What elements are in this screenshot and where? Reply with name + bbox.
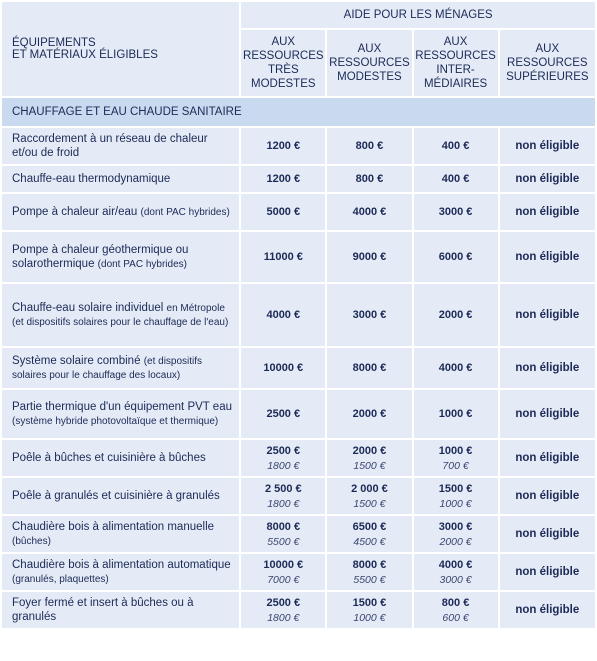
aid-value: 10000 € (263, 362, 304, 374)
aid-amount-col1 (241, 166, 325, 192)
table-row (2, 194, 595, 230)
aid-value: 4000 € (266, 309, 301, 321)
aid-eligibility: non éligible (500, 478, 595, 514)
aid-eligibility: non éligible (500, 284, 595, 346)
aid-amount-col1 (241, 592, 325, 628)
equipment-label (2, 554, 239, 590)
equipment-note: (système hybride photovoltaïque et thermique) (12, 416, 219, 427)
aid-value: 9000 € (352, 251, 387, 263)
table-row (2, 128, 595, 164)
equipment-name: Chaudière bois à alimentation automatique (12, 559, 231, 571)
aid-value: 800 € (355, 173, 384, 185)
aid-alt-value: 1000 € (353, 611, 386, 624)
table-row (2, 390, 595, 438)
aid-value: 3000 € (438, 520, 473, 533)
aid-eligibility: non éligible (500, 194, 595, 230)
aid-value: 2500 € (266, 596, 301, 609)
aid-alt-value: 600 € (442, 611, 469, 624)
aid-amount-col2 (327, 390, 411, 438)
col-intermediaires: AUX RESSOURCES INTER- MÉDIAIRES (414, 30, 498, 96)
aid-value: 2 000 € (351, 482, 388, 495)
aid-value: 4000 € (352, 206, 387, 218)
aid-value: 4000 € (438, 362, 473, 374)
equipment-note: (et dispositifs solaires pour le chauffage des locaux) (12, 356, 203, 381)
aid-amount-col3 (414, 232, 498, 282)
equipment-name: Chaudière bois à alimentation manuelle (12, 521, 215, 533)
col-superieures: AUX RESSOURCES SUPÉRIEURES (500, 30, 595, 96)
aid-value: 800 € (355, 140, 384, 152)
equipment-label (2, 440, 239, 476)
aid-value: 1000 € (438, 444, 473, 457)
aid-value: 2500 € (266, 444, 301, 457)
equipment-name: Poêle à granulés et cuisinière à granulés (12, 490, 220, 502)
aid-value: 1200 € (266, 140, 301, 152)
aid-eligibility: non éligible (500, 516, 595, 552)
aid-amount-col3 (414, 516, 498, 552)
aid-value: 10000 € (263, 558, 304, 571)
aid-value: 3000 € (438, 206, 473, 218)
aid-amount-col1 (241, 390, 325, 438)
equipment-label (2, 516, 239, 552)
aid-amount-col2 (327, 440, 411, 476)
aid-alt-value: 2000 € (439, 535, 472, 548)
aid-alt-value: 5500 € (353, 573, 386, 586)
equipment-label (2, 478, 239, 514)
aid-amount-col3 (414, 166, 498, 192)
col-tres-modestes: AUX RESSOURCES TRÈS MODESTES (241, 30, 325, 96)
aid-amount-col1 (241, 232, 325, 282)
col-modestes: AUX RESSOURCES MODESTES (327, 30, 411, 96)
aid-alt-value: 4500 € (353, 535, 386, 548)
aid-amount-col3 (414, 390, 498, 438)
aid-value: 3000 € (352, 309, 387, 321)
aid-alt-value: 700 € (442, 459, 469, 472)
aid-eligibility: non éligible (500, 232, 595, 282)
table-row (2, 478, 595, 514)
table-row (2, 166, 595, 192)
equipment-note: (dont PAC hybrides) (97, 259, 187, 270)
equipment-header (2, 2, 239, 96)
aid-eligibility: non éligible (500, 390, 595, 438)
aid-eligibility: non éligible (500, 554, 595, 590)
aid-value: 1000 € (438, 408, 473, 420)
equipment-label (2, 390, 239, 438)
aid-amount-col2 (327, 166, 411, 192)
aid-amount-col2 (327, 348, 411, 388)
equipment-name: Partie thermique d'un équipement PVT eau (12, 401, 232, 413)
aid-amount-col2 (327, 554, 411, 590)
table-row (2, 348, 595, 388)
aid-value: 2000 € (352, 408, 387, 420)
table-row (2, 516, 595, 552)
equipment-name: Pompe à chaleur air/eau (12, 206, 138, 218)
aid-alt-value: 1800 € (267, 611, 300, 624)
aid-value: 8000 € (266, 520, 301, 533)
aid-value: 2 500 € (264, 482, 302, 495)
aid-alt-value: 5500 € (267, 535, 300, 548)
equipment-label (2, 194, 239, 230)
equipment-label (2, 348, 239, 388)
aid-value: 2000 € (352, 444, 387, 457)
aid-alt-value: 1800 € (267, 497, 300, 510)
aid-alt-value: 7000 € (267, 573, 300, 586)
equipment-name: Chauffe-eau solaire individuel (12, 302, 164, 314)
table-row (2, 592, 595, 628)
table-row (2, 284, 595, 346)
aid-value: 8000 € (352, 362, 387, 374)
aid-amount-col3 (414, 440, 498, 476)
aid-value: 1500 € (438, 482, 473, 495)
aid-amount-col3 (414, 554, 498, 590)
aid-eligibility: non éligible (500, 592, 595, 628)
table-row (2, 232, 595, 282)
aid-amount-col1 (241, 478, 325, 514)
equipment-note: en Métropole (et dispositifs solaires pour le chauffage de l'eau) (12, 303, 229, 328)
aid-value: 11000 € (263, 251, 303, 263)
aid-eligibility: non éligible (500, 128, 595, 164)
equipment-note: (bûches) (12, 536, 51, 547)
aid-amount-col2 (327, 232, 411, 282)
equipment-header-line1: ÉQUIPEMENTS (12, 37, 96, 49)
aid-eligibility: non éligible (500, 440, 595, 476)
table-row (2, 440, 595, 476)
equipment-name: Pompe à chaleur géothermique ou solarothermique (12, 244, 189, 270)
equipment-note: (dont PAC hybrides) (140, 207, 230, 218)
aid-amount-col1 (241, 348, 325, 388)
equipment-name: Foyer fermé et insert à bûches ou à granulés (12, 597, 194, 623)
equipment-label (2, 592, 239, 628)
equipment-name: Poêle à bûches et cuisinière à bûches (12, 452, 206, 464)
aid-value: 2500 € (266, 408, 301, 420)
equipment-label (2, 284, 239, 346)
equipment-label (2, 232, 239, 282)
aid-amount-col3 (414, 284, 498, 346)
aid-amount-col2 (327, 284, 411, 346)
aid-alt-value: 1800 € (267, 459, 300, 472)
aid-amount-col3 (414, 592, 498, 628)
aid-amount-col1 (241, 284, 325, 346)
aid-value: 400 € (441, 140, 470, 152)
aid-value: 400 € (441, 173, 470, 185)
aid-amount-col2 (327, 592, 411, 628)
aid-amount-col2 (327, 478, 411, 514)
aid-amount-col1 (241, 128, 325, 164)
aid-value: 8000 € (352, 558, 387, 571)
aid-value: 1500 € (352, 596, 387, 609)
table-row (2, 554, 595, 590)
aid-alt-value: 1500 € (353, 459, 386, 472)
aid-value: 800 € (441, 596, 470, 609)
aid-amount-col2 (327, 516, 411, 552)
aid-value: 4000 € (438, 558, 473, 571)
aid-amount-col1 (241, 554, 325, 590)
section-title: CHAUFFAGE ET EAU CHAUDE SANITAIRE (2, 98, 595, 126)
aid-amount-col3 (414, 478, 498, 514)
equipment-name: Chauffe-eau thermodynamique (12, 173, 171, 185)
equipment-name: Système solaire combiné (12, 355, 141, 367)
aid-alt-value: 1500 € (353, 497, 386, 510)
equipment-name: Raccordement à un réseau de chaleur et/ou de froid (12, 133, 208, 159)
aid-amount-col1 (241, 440, 325, 476)
aid-value: 5000 € (266, 206, 301, 218)
equipment-label (2, 166, 239, 192)
aid-amount-col1 (241, 194, 325, 230)
aid-value: 1200 € (266, 173, 301, 185)
aid-amount-col1 (241, 516, 325, 552)
aid-eligibility: non éligible (500, 348, 595, 388)
aid-alt-value: 3000 € (439, 573, 472, 586)
equipment-header-line2: ET MATÉRIAUX ÉLIGIBLES (12, 49, 158, 61)
equipment-note: (granulés, plaquettes) (12, 574, 109, 585)
aid-amount-col3 (414, 348, 498, 388)
aid-header: AIDE POUR LES MÉNAGES (241, 2, 595, 28)
aid-value: 6500 € (352, 520, 387, 533)
aid-alt-value: 1000 € (439, 497, 472, 510)
aid-amount-col3 (414, 128, 498, 164)
aid-amount-col2 (327, 128, 411, 164)
aid-value: 2000 € (438, 309, 473, 321)
aid-eligibility: non éligible (500, 166, 595, 192)
aid-amount-col3 (414, 194, 498, 230)
aid-value: 6000 € (438, 251, 473, 263)
equipment-label (2, 128, 239, 164)
aid-amount-col2 (327, 194, 411, 230)
